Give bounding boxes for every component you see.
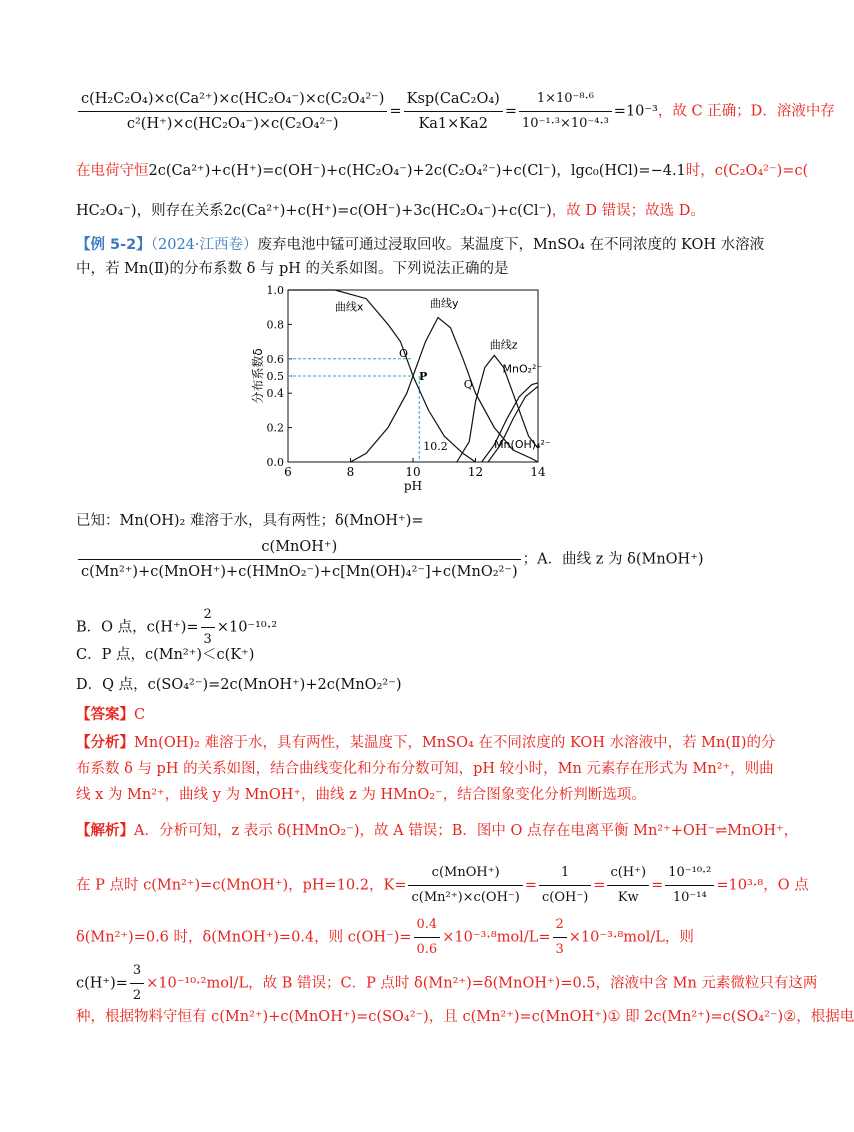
series-line-1 [288, 290, 476, 462]
x-tick-label: 8 [346, 465, 355, 479]
delta-numerator: c(MnOH⁺) [78, 536, 521, 560]
eq1-value-fraction [519, 88, 612, 135]
y-tick-label: 0.8 [266, 318, 284, 332]
annotation-label: 10.2 [423, 440, 448, 453]
solution-line-1 [76, 820, 798, 842]
y-tick-label: 0.0 [266, 456, 284, 469]
analysis-line-3 [76, 784, 646, 806]
k-numerator-2: 1 [539, 862, 591, 886]
solution-label: 【解析】 [76, 823, 134, 839]
example-stem-2 [76, 258, 509, 280]
distribution-chart [252, 280, 552, 502]
oh-numerator: 0.4 [414, 914, 441, 938]
x-tick-label: 6 [284, 465, 292, 479]
solution-text-3b: ×10⁻³·⁸mol/L= [442, 929, 551, 946]
example-source: （2024·江西卷） [150, 237, 258, 253]
eq1-numerator: c(H₂C₂O₄)×c(Ca²⁺)×c(HC₂O₄⁻)×c(C₂O₄²⁻) [78, 88, 387, 112]
x-tick-label: 10 [405, 465, 421, 479]
k-numerator-4: 10⁻¹⁰·² [665, 862, 714, 886]
line2-tail: 时，c(C₂O₄²⁻)=c( [685, 163, 809, 179]
top-line-2 [76, 160, 808, 182]
solution-text-4a: c(H⁺)= [76, 975, 128, 992]
h-denominator: 2 [132, 988, 142, 1003]
eq1-result: =10⁻³ [613, 103, 658, 120]
oh2-numerator: 2 [553, 914, 567, 938]
k-denominator-1: c(Mn²⁺)×c(OH⁻) [411, 890, 520, 905]
x-tick-label: 14 [530, 465, 546, 479]
option-d-text: D．Q 点，c(SO₄²⁻)=2c(MnOH⁺)+2c(MnO₂²⁻) [76, 677, 402, 693]
series-label-3: 曲线z [489, 338, 518, 352]
eq1-value-denominator: 10⁻¹·³×10⁻⁴·³ [521, 116, 609, 131]
solution-text-1: A．分析可知，z 表示 δ(HMnO₂⁻)，故 A 错误；B．图中 O 点存在电离平衡 Mn²⁺+OH⁻⇌MnOH⁺， [134, 823, 799, 839]
solution-text-4b: ×10⁻¹⁰·²mol/L，故 B 错误；C．P 点时 δ(Mn²⁺)=δ(MnOH⁺)=0.5，溶液中含 Mn 元素微粒只有这两 [146, 975, 818, 992]
annotation-label: Q [463, 378, 473, 391]
oh-fraction [414, 914, 441, 961]
annotation-label: O [399, 346, 409, 360]
solution-text-3a: δ(Mn²⁺)=0.6 时，δ(MnOH⁺)=0.4，则 c(OH⁻)= [76, 929, 412, 946]
given-line-1 [76, 510, 424, 532]
eq1-mid-fraction [404, 88, 503, 135]
y-axis-label: 分布系数δ [251, 348, 265, 404]
example-stem-text-1: 废弃电池中锰可通过浸取回收。某温度下，MnSO₄ 在不同浓度的 KOH 水溶液 [257, 237, 765, 253]
x-axis-label: pH [403, 479, 423, 493]
option-d [76, 674, 402, 696]
top-equation-line: $\frac{\text{c(H₂C₂O₄)×c(Ca²⁺)×c(HC₂O₄⁻)×c(C₂O₄²⁻)}}{\text{c²(H⁺)×c(HC₂O₄⁻)×c(C₂O₄²⁻)}}$ = $\frac{\text{Ksp(CaC₂O₄)}}{Ka1\times Ka2}$ = $\frac{\text{1×10⁻⁸·⁶}}{\text{10⁻¹·³×10⁻⁴·³}}$ =10⁻³，故 C 正确；D．溶液中存 [76, 88, 835, 135]
k-fraction-3 [607, 862, 649, 909]
analysis-line-2 [76, 758, 774, 780]
option-b-tail: ×10⁻¹⁰·² [216, 619, 278, 636]
y-tick-label: 1.0 [266, 284, 284, 297]
option-c-text: C．P 点，c(Mn²⁺)＜c(K⁺) [76, 647, 255, 663]
eq1-value-numerator: 1×10⁻⁸·⁶ [519, 88, 612, 112]
example-stem-1 [76, 234, 764, 256]
example-stem-text-2: 中，若 Mn(Ⅱ)的分布系数 δ 与 pH 的关系如图。下列说法正确的是 [76, 261, 509, 277]
oh2-fraction [553, 914, 567, 961]
eq1-mid-denominator: Ka1×Ka2 [418, 116, 488, 132]
chart-layer [250, 284, 551, 493]
line3-head: HC₂O₄⁻)，则存在关系 [76, 203, 224, 219]
answer-value: C [134, 707, 146, 723]
k-numerator-1: c(MnOH⁺) [408, 862, 522, 886]
eq1-fraction [78, 88, 387, 135]
oh2-denominator: 3 [555, 942, 564, 957]
h-numerator: 3 [130, 960, 144, 984]
top-line-3 [76, 200, 705, 222]
analysis-label: 【分析】 [76, 735, 134, 751]
option-b-text: B．O 点，c(H⁺)= [76, 619, 199, 636]
series-label-1: 曲线x [334, 300, 364, 314]
line2-prefix: 在电荷守恒 [76, 163, 149, 179]
y-tick-label: 0.5 [266, 370, 284, 383]
solution-text-2a: 在 P 点时 c(Mn²⁺)=c(MnOH⁺)，pH=10.2，K= [76, 877, 407, 894]
answer-label: 【答案】 [76, 707, 134, 723]
y-tick-label: 0.6 [266, 352, 284, 366]
solution-line-3 [76, 914, 694, 961]
analysis-line-1 [76, 732, 776, 754]
solution-text-5: 种，根据物料守恒有 c(Mn²⁺)+c(MnOH⁺)=c(SO₄²⁻)，且 c(Mn²⁺)=c(MnOH⁺)① 即 2c(Mn²⁺)=c(SO₄²⁻)②，根据电 [76, 1009, 854, 1025]
oh-denominator: 0.6 [416, 942, 438, 957]
y-tick-label: 0.2 [266, 421, 284, 435]
solution-line-5 [76, 1006, 854, 1028]
y-tick-label: 0.4 [266, 387, 284, 401]
k-fraction-2 [539, 862, 591, 909]
eq1-denominator: c²(H⁺)×c(HC₂O₄⁻)×c(C₂O₄²⁻) [126, 116, 339, 132]
example-tag: 【例 5-2】 [76, 237, 151, 253]
solution-text-3c: ×10⁻³·⁸mol/L，则 [568, 929, 694, 946]
option-c [76, 644, 254, 666]
given-text-1: 已知：Mn(OH)₂ 难溶于水，具有两性；δ(MnOH⁺)= [76, 513, 424, 529]
k-fraction-1 [408, 862, 522, 909]
solution-line-4 [76, 960, 817, 1007]
x-tick-label: 12 [467, 465, 484, 479]
k-denominator-3: Kw [617, 890, 639, 905]
line3-equation: 2c(Ca²⁺)+c(H⁺)=c(OH⁻)+3c(HC₂O₄⁻)+c(Cl⁻) [223, 203, 552, 219]
delta-denominator: c(Mn²⁺)+c(MnOH⁺)+c(HMnO₂⁻)+c[Mn(OH)₄²⁻]+c(MnO₂²⁻) [81, 564, 518, 580]
line2-condition: ，lgc₀(HCl)=−4.1 [556, 163, 686, 179]
line3-tail: ，故 D 错误；故选 D。 [551, 203, 705, 219]
analysis-text-3: 线 x 为 Mn²⁺，曲线 y 为 MnOH⁺，曲线 z 为 HMnO₂⁻，结合图象变化分析判断选项。 [76, 787, 646, 803]
k-denominator-4: 10⁻¹⁴ [672, 890, 707, 905]
eq1-mid-numerator: Ksp(CaC₂O₄) [404, 88, 503, 112]
line2-equation: 2c(Ca²⁺)+c(H⁺)=c(OH⁻)+c(HC₂O₄⁻)+2c(C₂O₄²⁻)+c(Cl⁻) [148, 163, 557, 179]
option-a: ；A．曲线 z 为 δ(MnOH⁺) [522, 551, 704, 568]
series-label-4: MnO₂²⁻ [502, 362, 543, 376]
series-label-2: 曲线y [429, 297, 459, 311]
analysis-text-2: 布系数 δ 与 pH 的关系如图，结合曲线变化和分布分数可知，pH 较小时，Mn 元素存在形式为 Mn²⁺，则曲 [76, 761, 774, 777]
series-label-5: Mn(OH)₄²⁻ [494, 438, 551, 452]
analysis-text-1: Mn(OH)₂ 难溶于水，具有两性，某温度下，MnSO₄ 在不同浓度的 KOH 水溶液中，若 Mn(Ⅱ)的分 [134, 735, 776, 751]
annotation-label: P [419, 370, 428, 383]
k-denominator-2: c(OH⁻) [542, 890, 589, 905]
option-b-numerator: 2 [201, 604, 215, 628]
k-numerator-3: c(H⁺) [607, 862, 649, 886]
k-fraction-4 [665, 862, 714, 909]
answer-line [76, 704, 145, 726]
delta-fraction [78, 536, 521, 583]
given-fraction-line [76, 536, 704, 583]
option-b-denominator: 3 [203, 632, 212, 647]
solution-text-2b: =10³·⁸，O 点 [716, 877, 809, 894]
solution-line-2: 在 P 点时 c(Mn²⁺)=c(MnOH⁺)，pH=10.2，K= $\frac{\text{c(MnOH⁺)}}{\text{c(Mn²⁺)×c(OH⁻)}}$ = $\frac{1}{c(OH^-)}$ = $\frac{c(H^+)}{Kw}$ = $\frac{\text{10⁻¹⁰·²}}{\text{10⁻¹⁴}}$ =10³·⁸，O 点 [76, 862, 809, 909]
eq1-tail: ，故 C 正确；D．溶液中存 [657, 103, 835, 120]
h-fraction [130, 960, 144, 1007]
